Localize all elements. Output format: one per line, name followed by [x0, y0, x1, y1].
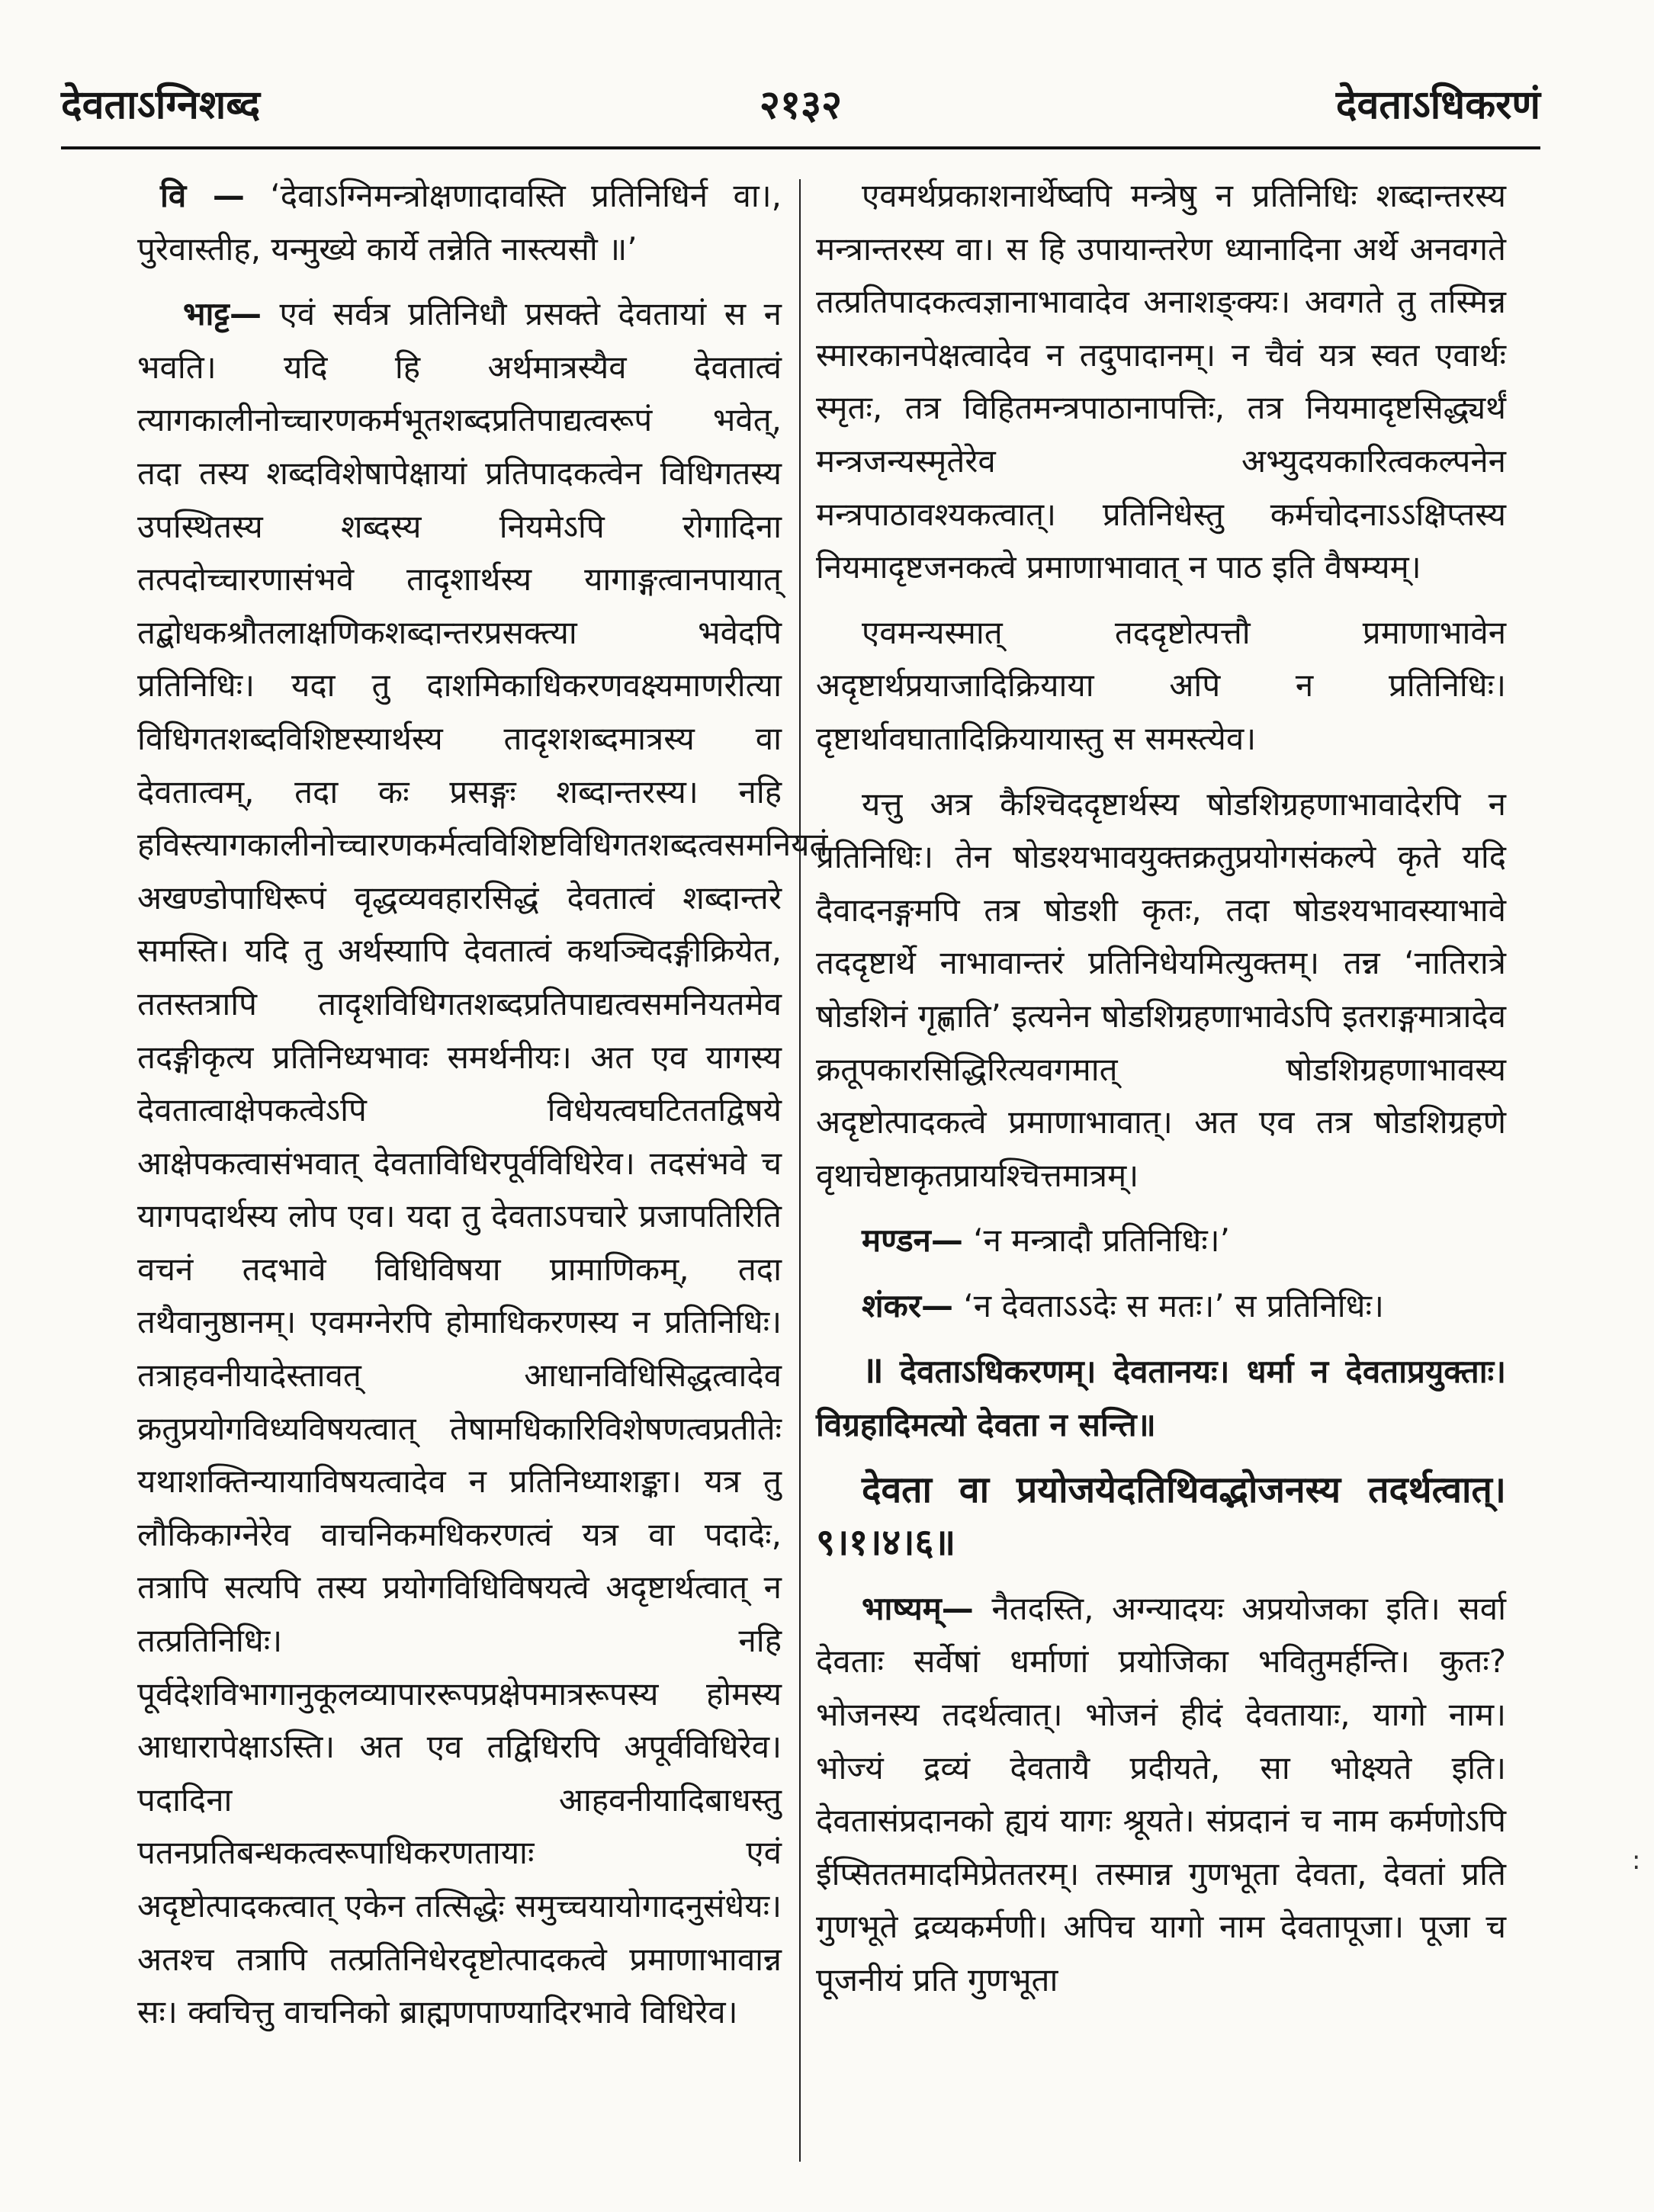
paragraph — [816, 169, 1506, 594]
page-header — [61, 76, 1540, 137]
section-mark: ॥ — [862, 1349, 884, 1392]
left-column — [137, 169, 828, 2051]
paragraph-text: देवताऽधिकरणम्। देवतानयः। धर्मा न देवताप्रयुक्ताः। विग्रहादिमत्यो देवता न सन्ति॥ — [816, 1353, 1506, 1444]
paragraph-label: वि — — [160, 177, 245, 214]
paragraph-label: मण्डन— — [862, 1222, 963, 1260]
adhikarana-heading — [816, 1344, 1506, 1451]
paragraph-text: एवं सर्वत्र प्रतिनिधौ प्रसक्ते देवतायां स न भवति। यदि हि अर्थमात्रस्यैव देवतात्वं त्यागकालीनोच्चारणकर्मभूतशब्दप्रतिपाद्यत्वरूपं भवेत्, तदा तस्य शब्दविशेषापेक्षायां प्रतिपादकत्वेन विधिगतस्य उपस्थितस्य शब्दस्य नियमेऽपि रोगादिना तत्पदोच्चारणासंभवे तादृशार्थस्य यागाङ्गत्वानपायात् तद्बोधकश्रौतलाक्षणिकशब्दान्तरप्रसक्त्या भवेदपि प्रतिनिधिः। यदा तु दाशमिकाधिकरणवक्ष्यमाणरीत्या विधिगतशब्दविशिष्टस्यार्थस्य तादृशशब्दमात्रस्य वा देवतात्वम्, तदा कः प्रसङ्गः शब्दान्तरस्य। नहि हविस्त्यागकालीनोच्चारणकर्मत्वविशिष्टविधिगतशब्दत्वसमनियतं अखण्डोपाधिरूपं वृद्धव्यवहारसिद्धं देवतात्वं शब्दान्तरे समस्ति। यदि तु अर्थस्यापि देवतात्वं कथञ्चिदङ्गीक्रियेत, ततस्तत्रापि तादृशविधिगतशब्दप्रतिपाद्यत्वसमनियतमेव तदङ्गीकृत्य प्रतिनिध्यभावः समर्थनीयः। अत एव यागस्य देवतात्वाक्षेपकत्वेऽपि विधेयत्वघटिततद्विषये आक्षेपकत्वासंभवात् देवताविधिरपूर्वविधिरेव। तदसंभवे च यागपदार्थस्य लोप एव। यदा तु देवताऽपचारे प्रजापतिरिति वचनं तदभावे विधिविषया प्रामाणिकम्, तदा तथैवानुष्ठानम्। एवमग्नेरपि होमाधिकरणस्य न प्रतिनिधिः। तत्राहवनीयादेस्तावत् आधानविधिसिद्धत्वादेव क्रतुप्रयोगविध्यविषयत्वात् तेषामधिकारिविशेषणत्वप्रतीतेः यथाशक्तिन्यायाविषयत्वादेव न प्रतिनिध्याशङ्का। यत्र तु लौकिकाग्नेरेव वाचनिकमधिकरणत्वं यत्र वा पदादेः, तत्रापि सत्यपि तस्य प्रयोगविधिविषयत्वे अदृष्टार्थत्वात् न तत्प्रतिनिधिः। नहि पूर्वदेशविभागानुकूलव्यापाररूपप्रक्षेपमात्ररूपस्य होमस्य आधारापेक्षाऽस्ति। अत एव तद्विधिरपि अपूर्वविधिरेव। पदादिना आहवनीयादिबाधस्तु पतनप्रतिबन्धकत्वरूपाधिकरणतायाः एवं अदृष्टोत्पादकत्वात् एकेन तत्सिद्धेः समुच्चयायोगादनुसंधेयः। अतश्च तत्रापि तत्प्रतिनिधेरदृष्टोत्पादकत्वे प्रमाणाभावान्न सः। क्वचित्तु वाचनिको ब्राह्मणपाण्यादिरभावे विधिरेव। — [137, 295, 828, 2031]
paragraph — [816, 778, 1506, 1202]
paragraph-text: एवमन्यस्मात् तददृष्टोत्पत्तौ प्रमाणाभावेन अदृष्टार्थप्रयाजादिक्रियाया अपि न प्रतिनिधिः। दृष्टार्थावघातादिक्रियायास्तु स समस्त्येव। — [816, 613, 1506, 757]
paragraph-bhashya — [816, 1582, 1506, 2007]
paragraph-label: भाट्ट— — [183, 295, 262, 333]
paragraph-mandana — [816, 1214, 1506, 1267]
paragraph-text: ‘देवाऽग्निमन्त्रोक्षणादावस्ति प्रतिनिधिर्न वा।, पुरेवास्तीह, यन्मुख्ये कार्ये तन्नेति नास्त्यसौ ॥’ — [137, 177, 782, 268]
page-number: २१३२ — [759, 82, 843, 128]
paragraph-text: ‘न देवताऽऽदेः स मतः।’ स प्रतिनिधिः। — [963, 1286, 1384, 1324]
paragraph-text: एवमर्थप्रकाशनार्थेष्वपि मन्त्रेषु न प्रतिनिधिः शब्दान्तरस्य मन्त्रान्तरस्य वा। स हि उपायान्तरेण ध्यानादिना अर्थे अनवगते तत्प्रतिपादकत्वज्ञानाभावादेव अनाशङ्क्यः। अवगते तु तस्मिन्न स्मारकानपेक्षत्वादेव न तदुपादानम्। न चैवं यत्र स्वत एवार्थः स्मृतः, तत्र विहितमन्त्रपाठानापत्तिः, तत्र नियमादृष्टसिद्ध्यर्थं मन्त्रजन्यस्मृतेरेव अभ्युदयकारित्वकल्पनेन मन्त्रपाठावश्यकत्वात्। प्रतिनिधेस्तु कर्मचोदनाऽऽक्षिप्तस्य नियमादृष्टजनकत्वे प्रमाणाभावात् न पाठ इति वैषम्यम्। — [816, 177, 1506, 586]
sutra-text: देवता वा प्रयोजयेदतिथिवद्भोजनस्य तदर्थत्वात्। ९।१।४।६॥ — [816, 1468, 1506, 1565]
header-left-title: देवताऽग्निशब्द — [61, 82, 261, 128]
paragraph-text: ‘न मन्त्रादौ प्रतिनिधिः।’ — [973, 1222, 1230, 1260]
paragraph-text: नैतदस्ति, अग्न्यादयः अप्रयोजका इति। सर्वा देवताः सर्वेषां धर्माणां प्रयोजिका भवितुमर्हन्ति। कुतः? भोजनस्य तदर्थत्वात्। भोजनं हीदं देवतायाः, यागो नाम। भोज्यं द्रव्यं देवतायै प्रदीयते, सा भोक्ष्यते इति। देवतासंप्रदानको ह्ययं यागः श्रूयते। संप्रदानं च नाम कर्मणोऽपि ईप्सिततमादमिप्रेततरम्। तस्मान्न गुणभूता देवता, देवतां प्रति गुणभूते द्रव्यकर्मणी। अपिच यागो नाम देवतापूजा। पूजा च पूजनीयं प्रति गुणभूता — [816, 1589, 1506, 1999]
paragraph-label: शंकर— — [862, 1286, 953, 1324]
header-rule — [61, 146, 1540, 149]
paragraph-text: यत्तु अत्र कैश्चिददृष्टार्थस्य षोडशिग्रहणाभावादेरपि न प्रतिनिधिः। तेन षोडश्यभावयुक्तक्रतुप्रयोगसंकल्पे कृते यदि दैवादनङ्गमपि तत्र षोडशी कृतः, तदा षोडश्यभावस्याभावे तददृष्टार्थे नाभावान्तरं प्रतिनिधेयमित्युक्तम्। तन्न ‘नातिरात्रे षोडशिनं गृह्णाति’ इत्यनेन षोडशिग्रहणाभावेऽपि इतराङ्गमात्रादेव क्रतूपकारसिद्धिरित्यवगमात् षोडशिग्रहणाभावस्य अदृष्टोत्पादकत्वे प्रमाणाभावात्। अत एव तत्र षोडशिग्रहणे वृथाचेष्टाकृतप्रायश्चित्तमात्रम्। — [816, 785, 1506, 1194]
paragraph-label: भाष्यम्— — [862, 1589, 974, 1627]
paragraph-bhatta — [137, 287, 828, 2039]
sutra — [816, 1464, 1506, 1570]
paragraph-vi — [137, 169, 782, 275]
right-column — [816, 169, 1506, 2019]
paragraph-shankara — [816, 1279, 1506, 1333]
header-right-title: देवताऽधिकरणं — [1335, 82, 1540, 128]
margin-mark: : — [1632, 1845, 1641, 1876]
column-divider — [799, 179, 801, 2162]
paragraph — [816, 606, 1506, 766]
